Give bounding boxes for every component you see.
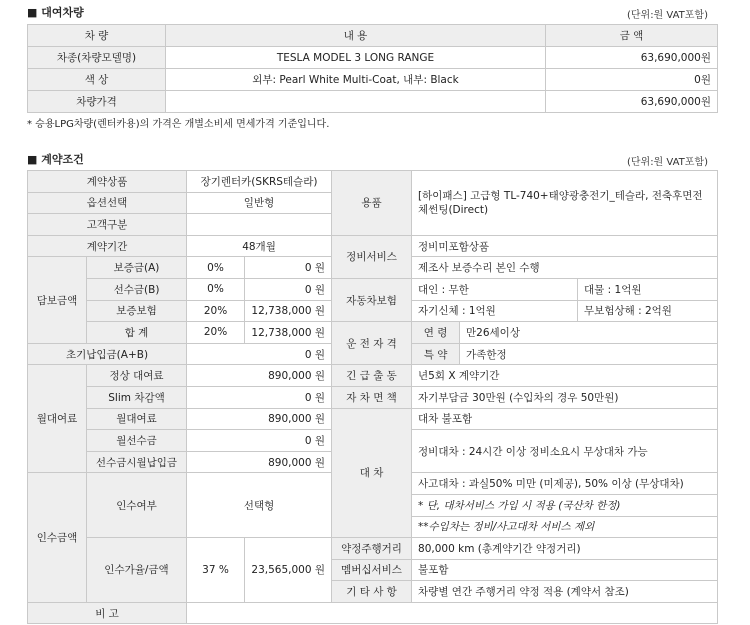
rental-table — [27, 24, 718, 113]
accessory-value: [하이패스] 고급형 TL-740+태양광충전기_테슬라, 전축후면전체썬팅(Direct) — [412, 171, 718, 236]
acquisition-label: 인수금액 — [28, 473, 87, 603]
driver-special-label: 특 약 — [412, 343, 460, 365]
option-label: 옵션선택 — [28, 192, 187, 214]
row-content: 외부: Pearl White Multi-Coat, 내부: Black — [166, 69, 546, 91]
collateral-total-pct: 20% — [187, 322, 245, 344]
period-value: 48개월 — [187, 235, 332, 257]
row-label: 차종(차량모델명) — [28, 47, 166, 69]
collateral-total-amount: 12,738,000 원 — [245, 322, 332, 344]
remarks-label: 비 고 — [28, 602, 187, 624]
initial-payment-label: 초기납입금(A+B) — [28, 343, 187, 365]
period-label: 계약기간 — [28, 235, 187, 257]
insurance-label: 자동차보험 — [332, 278, 412, 321]
etc-label: 기 타 사 항 — [332, 581, 412, 603]
row-amount: 63,690,000원 — [546, 47, 718, 69]
row-label: 차량가격 — [28, 91, 166, 113]
deductible-label: 자 차 면 책 — [332, 386, 412, 408]
driver-label: 운 전 자 격 — [332, 322, 412, 365]
rental-section-title: ■ 대여차량 — [27, 6, 84, 19]
contract-table — [27, 170, 718, 624]
mileage-value: 80,000 km (총계약기간 약정거리) — [412, 538, 718, 560]
table-row — [28, 91, 718, 113]
emergency-value: 년5회 X 계약기간 — [412, 365, 718, 387]
substitute-row: 정비대차 : 24시간 이상 정비소요시 무상대차 가능 — [412, 430, 718, 473]
row-label: 색 상 — [28, 69, 166, 91]
membership-label: 멤버십서비스 — [332, 559, 412, 581]
collateral-row-label: 보증보험 — [87, 300, 187, 322]
substitute-label: 대 차 — [332, 408, 412, 538]
acquisition-price-label: 인수가율/금액 — [87, 538, 187, 603]
etc-value: 차량별 연간 주행거리 약정 적용 (계약서 참조) — [412, 581, 718, 603]
collateral-row-label: 선수금(B) — [87, 278, 187, 300]
driver-age-label: 연 령 — [412, 322, 460, 344]
table-row — [28, 69, 718, 91]
row-content: TESLA MODEL 3 LONG RANGE — [166, 47, 546, 69]
collateral-row-pct: 0% — [187, 278, 245, 300]
row-content — [166, 91, 546, 113]
monthly-row-amount: 890,000 원 — [187, 365, 332, 387]
acquisition-option-value: 선택형 — [187, 473, 332, 538]
maintenance-detail: 제조사 보증수리 본인 수행 — [412, 257, 718, 279]
collateral-row-pct: 0% — [187, 257, 245, 279]
deductible-value: 자기부담금 30만원 (수입차의 경우 50만원) — [412, 386, 718, 408]
substitute-row: **수입차는 정비/사고대차 서비스 제외 — [412, 516, 718, 538]
insurance-uninsured: 무보험상해 : 2억원 — [578, 300, 718, 322]
substitute-row: * 단, 대차서비스 가입 시 적용 (국산차 한정) — [412, 494, 718, 516]
product-label: 계약상품 — [28, 171, 187, 193]
monthly-row-label: 월선수금 — [87, 430, 187, 452]
header-vehicle: 차 량 — [28, 25, 166, 47]
collateral-row-pct: 20% — [187, 300, 245, 322]
customer-label: 고객구분 — [28, 214, 187, 236]
table-row — [28, 47, 718, 69]
rental-note: * 승용LPG차량(렌터카용)의 가격은 개별소비세 면세가격 기준입니다. — [27, 119, 330, 130]
contract-unit: (단위:원 VAT포함) — [626, 157, 708, 168]
customer-value — [187, 214, 332, 236]
maintenance-label: 정비서비스 — [332, 235, 412, 278]
initial-payment-value: 0 원 — [187, 343, 332, 365]
accessory-label: 용품 — [332, 171, 412, 236]
substitute-row: 사고대차 : 과실50% 미만 (미제공), 50% 이상 (무상대차) — [412, 473, 718, 495]
driver-special-value: 가족한정 — [460, 343, 718, 365]
insurance-person: 대인 : 무한 — [412, 278, 578, 300]
monthly-row-amount: 890,000 원 — [187, 408, 332, 430]
rental-unit: (단위:원 VAT포함) — [626, 10, 708, 21]
row-amount: 0원 — [546, 69, 718, 91]
collateral-row-label: 보증금(A) — [87, 257, 187, 279]
row-amount: 63,690,000원 — [546, 91, 718, 113]
monthly-row-label: 월대여료 — [87, 408, 187, 430]
monthly-row-label: 선수금시월납입금 — [87, 451, 187, 473]
insurance-self: 자기신체 : 1억원 — [412, 300, 578, 322]
acquisition-pct: 37 % — [187, 538, 245, 603]
mileage-label: 약정주행거리 — [332, 538, 412, 560]
header-amount: 금 액 — [546, 25, 718, 47]
collateral-row-amount: 0 원 — [245, 257, 332, 279]
product-value: 장기렌터카(SKRS테슬라) — [187, 171, 332, 193]
monthly-row-label: 정상 대여료 — [87, 365, 187, 387]
acquisition-amount: 23,565,000 원 — [245, 538, 332, 603]
acquisition-option-label: 인수여부 — [87, 473, 187, 538]
driver-age-value: 만26세이상 — [460, 322, 718, 344]
contract-section-title: ■ 계약조건 — [27, 153, 84, 166]
monthly-row-amount: 890,000 원 — [187, 451, 332, 473]
collateral-row-amount: 12,738,000 원 — [245, 300, 332, 322]
monthly-label: 월대여료 — [28, 365, 87, 473]
monthly-row-label: Slim 차감액 — [87, 386, 187, 408]
collateral-total-label: 합 계 — [87, 322, 187, 344]
monthly-row-amount: 0 원 — [187, 430, 332, 452]
substitute-row: 대차 불포함 — [412, 408, 718, 430]
collateral-row-amount: 0 원 — [245, 278, 332, 300]
option-value: 일반형 — [187, 192, 332, 214]
emergency-label: 긴 급 출 동 — [332, 365, 412, 387]
monthly-row-amount: 0 원 — [187, 386, 332, 408]
insurance-property: 대물 : 1억원 — [578, 278, 718, 300]
maintenance-value: 정비미포함상품 — [412, 235, 718, 257]
remarks-value — [187, 602, 718, 624]
membership-value: 불포함 — [412, 559, 718, 581]
collateral-label: 담보금액 — [28, 257, 87, 343]
header-content: 내 용 — [166, 25, 546, 47]
